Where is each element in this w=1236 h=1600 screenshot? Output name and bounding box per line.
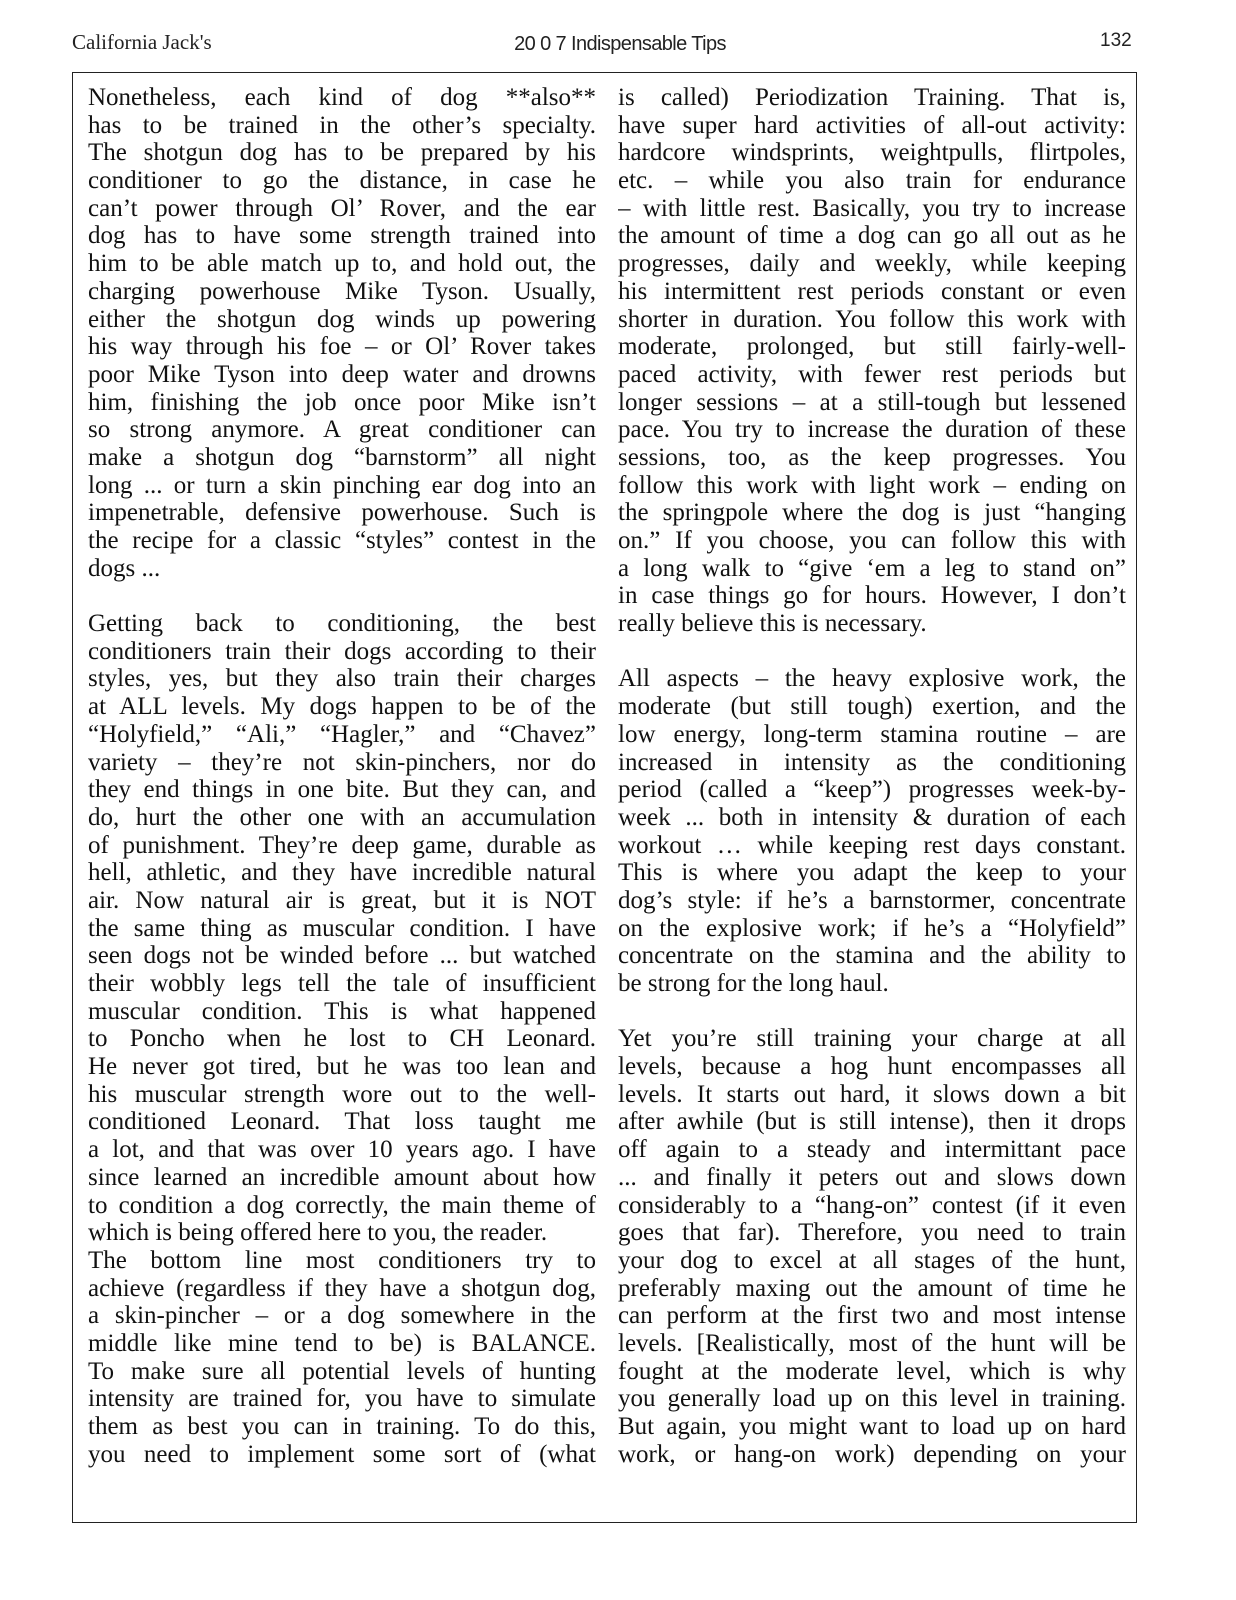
text-line: intensity are trained for, you have to simulate [88,1385,596,1413]
text-line: poor Mike Tyson into deep water and drowns [88,360,596,388]
text-line: sessions, too, as the keep progresses. You [618,443,1126,471]
text-line: to Poncho when he lost to CH Leonard. [88,1025,596,1053]
text-line: increased in intensity as the conditioning [618,748,1126,776]
text-line: can perform at the first two and most intense [618,1302,1126,1330]
text-line: have super hard activities of all-out activity: [618,111,1126,139]
text-line: styles, yes, but they also train their charges [88,665,596,693]
text-line: at ALL levels. My dogs happen to be of the [88,693,596,721]
paragraph-gap [618,998,1126,1026]
text-line: you need to implement some sort of (what [88,1440,596,1468]
text-line: dog’s style: if he’s a barnstormer, concentrate [618,886,1126,914]
text-line: his way through his foe – or Ol’ Rover takes [88,333,596,361]
text-line: so strong anymore. A great conditioner can [88,416,596,444]
left-column [88,84,596,1468]
text-line: goes that far). Therefore, you need to train [618,1219,1126,1247]
text-line: levels. [Realistically, most of the hunt will be [618,1329,1126,1357]
text-line: preferably maxing out the amount of time he [618,1274,1126,1302]
text-line: can’t power through Ol’ Rover, and the ear [88,194,596,222]
text-line: conditioned Leonard. That loss taught me [88,1108,596,1136]
text-line: week ... both in intensity & duration of each [618,803,1126,831]
text-line: them as best you can in training. To do this, [88,1413,596,1440]
text-line: hardcore windsprints, weightpulls, flirtpoles, [618,139,1126,167]
text-line: the amount of time a dog can go all out as he [618,222,1126,250]
text-line: The bottom line most conditioners try to [88,1246,596,1274]
text-line: after awhile (but is still intense), then it drops [618,1108,1126,1136]
text-line: follow this work with light work – ending on [618,471,1126,499]
text-line: long ... or turn a skin pinching ear dog into an [88,471,596,499]
text-line: dogs ... [88,554,161,582]
text-line: – with little rest. Basically, you try to increase [618,194,1126,222]
text-line: since learned an incredible amount about how [88,1163,596,1191]
text-line: the recipe for a classic “styles” contest in the [88,527,596,554]
header-book-title: California Jack's [72,30,212,54]
text-line: make a shotgun dog “barnstorm” all night [88,443,596,471]
text-line: a skin-pincher – or a dog somewhere in the [88,1302,596,1330]
text-line: is called) Periodization Training. That is, [618,84,1126,111]
text-line: charging powerhouse Mike Tyson. Usually, [88,277,596,305]
text-line: him to be able match up to, and hold out, the [88,250,596,278]
text-line: they end things in one bite. But they can, and [88,776,596,804]
text-line: in case things go for hours. However, I don’t [618,582,1126,610]
text-line: of punishment. They’re deep game, durable as [88,831,596,859]
text-line: considerably to a “hang-on” contest (if it even [618,1191,1126,1219]
text-line: “Holyfield,” “Ali,” “Hagler,” and “Chavez” [88,720,596,748]
text-line: air. Now natural air is great, but it is NOT [88,886,596,914]
text-line: levels. It starts out hard, it slows down a bit [618,1080,1126,1108]
text-line: you generally load up on this level in training. [618,1385,1126,1413]
text-line: to condition a dog correctly, the main theme of [88,1191,596,1219]
text-line: concentrate on the stamina and the ability to [618,942,1126,970]
text-line: has to be trained in the other’s specialty. [88,111,596,139]
paragraph-gap [618,638,1126,666]
text-line: Getting back to conditioning, the best [88,610,596,638]
text-line: conditioner to go the distance, in case he [88,167,596,195]
text-line: him, finishing the job once poor Mike isn’t [88,388,596,416]
text-line: on.” If you choose, you can follow this with [618,527,1126,554]
text-line: seen dogs not be winded before ... but watched [88,942,596,970]
text-line: their wobbly legs tell the tale of insufficient [88,970,596,997]
text-line: moderate, prolonged, but still fairly-well- [618,333,1126,361]
text-line: be strong for the long haul. [618,970,889,997]
text-line: which is being offered here to you, the reader. [88,1219,548,1247]
text-line: levels, because a hog hunt encompasses all [618,1053,1126,1081]
text-line: paced activity, with fewer rest periods but [618,360,1126,388]
text-line: really believe this is necessary. [618,610,927,638]
text-line: a long walk to “give ‘em a leg to stand on” [618,554,1126,582]
text-line: longer sessions – at a still-tough but lessened [618,388,1126,416]
text-line: But again, you might want to load up on hard [618,1413,1126,1440]
text-line: Nonetheless, each kind of dog **also** [88,84,596,111]
text-line: ... and finally it peters out and slows down [618,1163,1126,1191]
text-line: impenetrable, defensive powerhouse. Such is [88,499,596,527]
text-line: hell, athletic, and they have incredible natural [88,859,596,887]
text-line: either the shotgun dog winds up powering [88,305,596,333]
text-line: progresses, daily and weekly, while keeping [618,250,1126,278]
text-line: on the explosive work; if he’s a “Holyfield” [618,914,1126,942]
right-column [618,84,1126,1468]
text-line: achieve (regardless if they have a shotgun dog, [88,1274,596,1302]
text-line: the same thing as muscular condition. I have [88,914,596,942]
text-line: pace. You try to increase the duration of these [618,416,1126,444]
text-line: This is where you adapt the keep to your [618,859,1126,887]
text-line: To make sure all potential levels of hunting [88,1357,596,1385]
text-line: fought at the moderate level, which is why [618,1357,1126,1385]
text-line: the springpole where the dog is just “hanging [618,499,1126,527]
text-line: etc. – while you also train for endurance [618,167,1126,195]
text-line: work, or hang-on work) depending on your [618,1440,1126,1468]
text-line: middle like mine tend to be) is BALANCE. [88,1329,596,1357]
text-line: conditioners train their dogs according to their [88,637,596,665]
text-line: his muscular strength wore out to the well- [88,1080,596,1108]
text-line: period (called a “keep”) progresses week-by- [618,776,1126,804]
text-line: a lot, and that was over 10 years ago. I have [88,1136,596,1164]
text-line: He never got tired, but he was too lean and [88,1053,596,1081]
text-line: off again to a steady and intermittant pace [618,1136,1126,1164]
header-title: 20 0 7 Indispensable Tips [514,33,726,55]
text-line: All aspects – the heavy explosive work, the [618,665,1126,693]
text-line: his intermittent rest periods constant or even [618,277,1126,305]
text-line: dog has to have some strength trained into [88,222,596,250]
text-line: Yet you’re still training your charge at all [618,1025,1126,1053]
text-line: muscular condition. This is what happened [88,997,596,1025]
text-line: The shotgun dog has to be prepared by his [88,139,596,167]
text-line: moderate (but still tough) exertion, and the [618,693,1126,721]
text-line: your dog to excel at all stages of the hunt, [618,1246,1126,1274]
text-line: shorter in duration. You follow this work with [618,305,1126,333]
text-line: low energy, long-term stamina routine – are [618,720,1126,748]
text-line: do, hurt the other one with an accumulation [88,803,596,831]
text-line: variety – they’re not skin-pinchers, nor do [88,748,596,776]
page-number: 132 [1100,30,1132,51]
text-line: workout … while keeping rest days constant. [618,831,1126,859]
paragraph-gap [88,582,596,610]
